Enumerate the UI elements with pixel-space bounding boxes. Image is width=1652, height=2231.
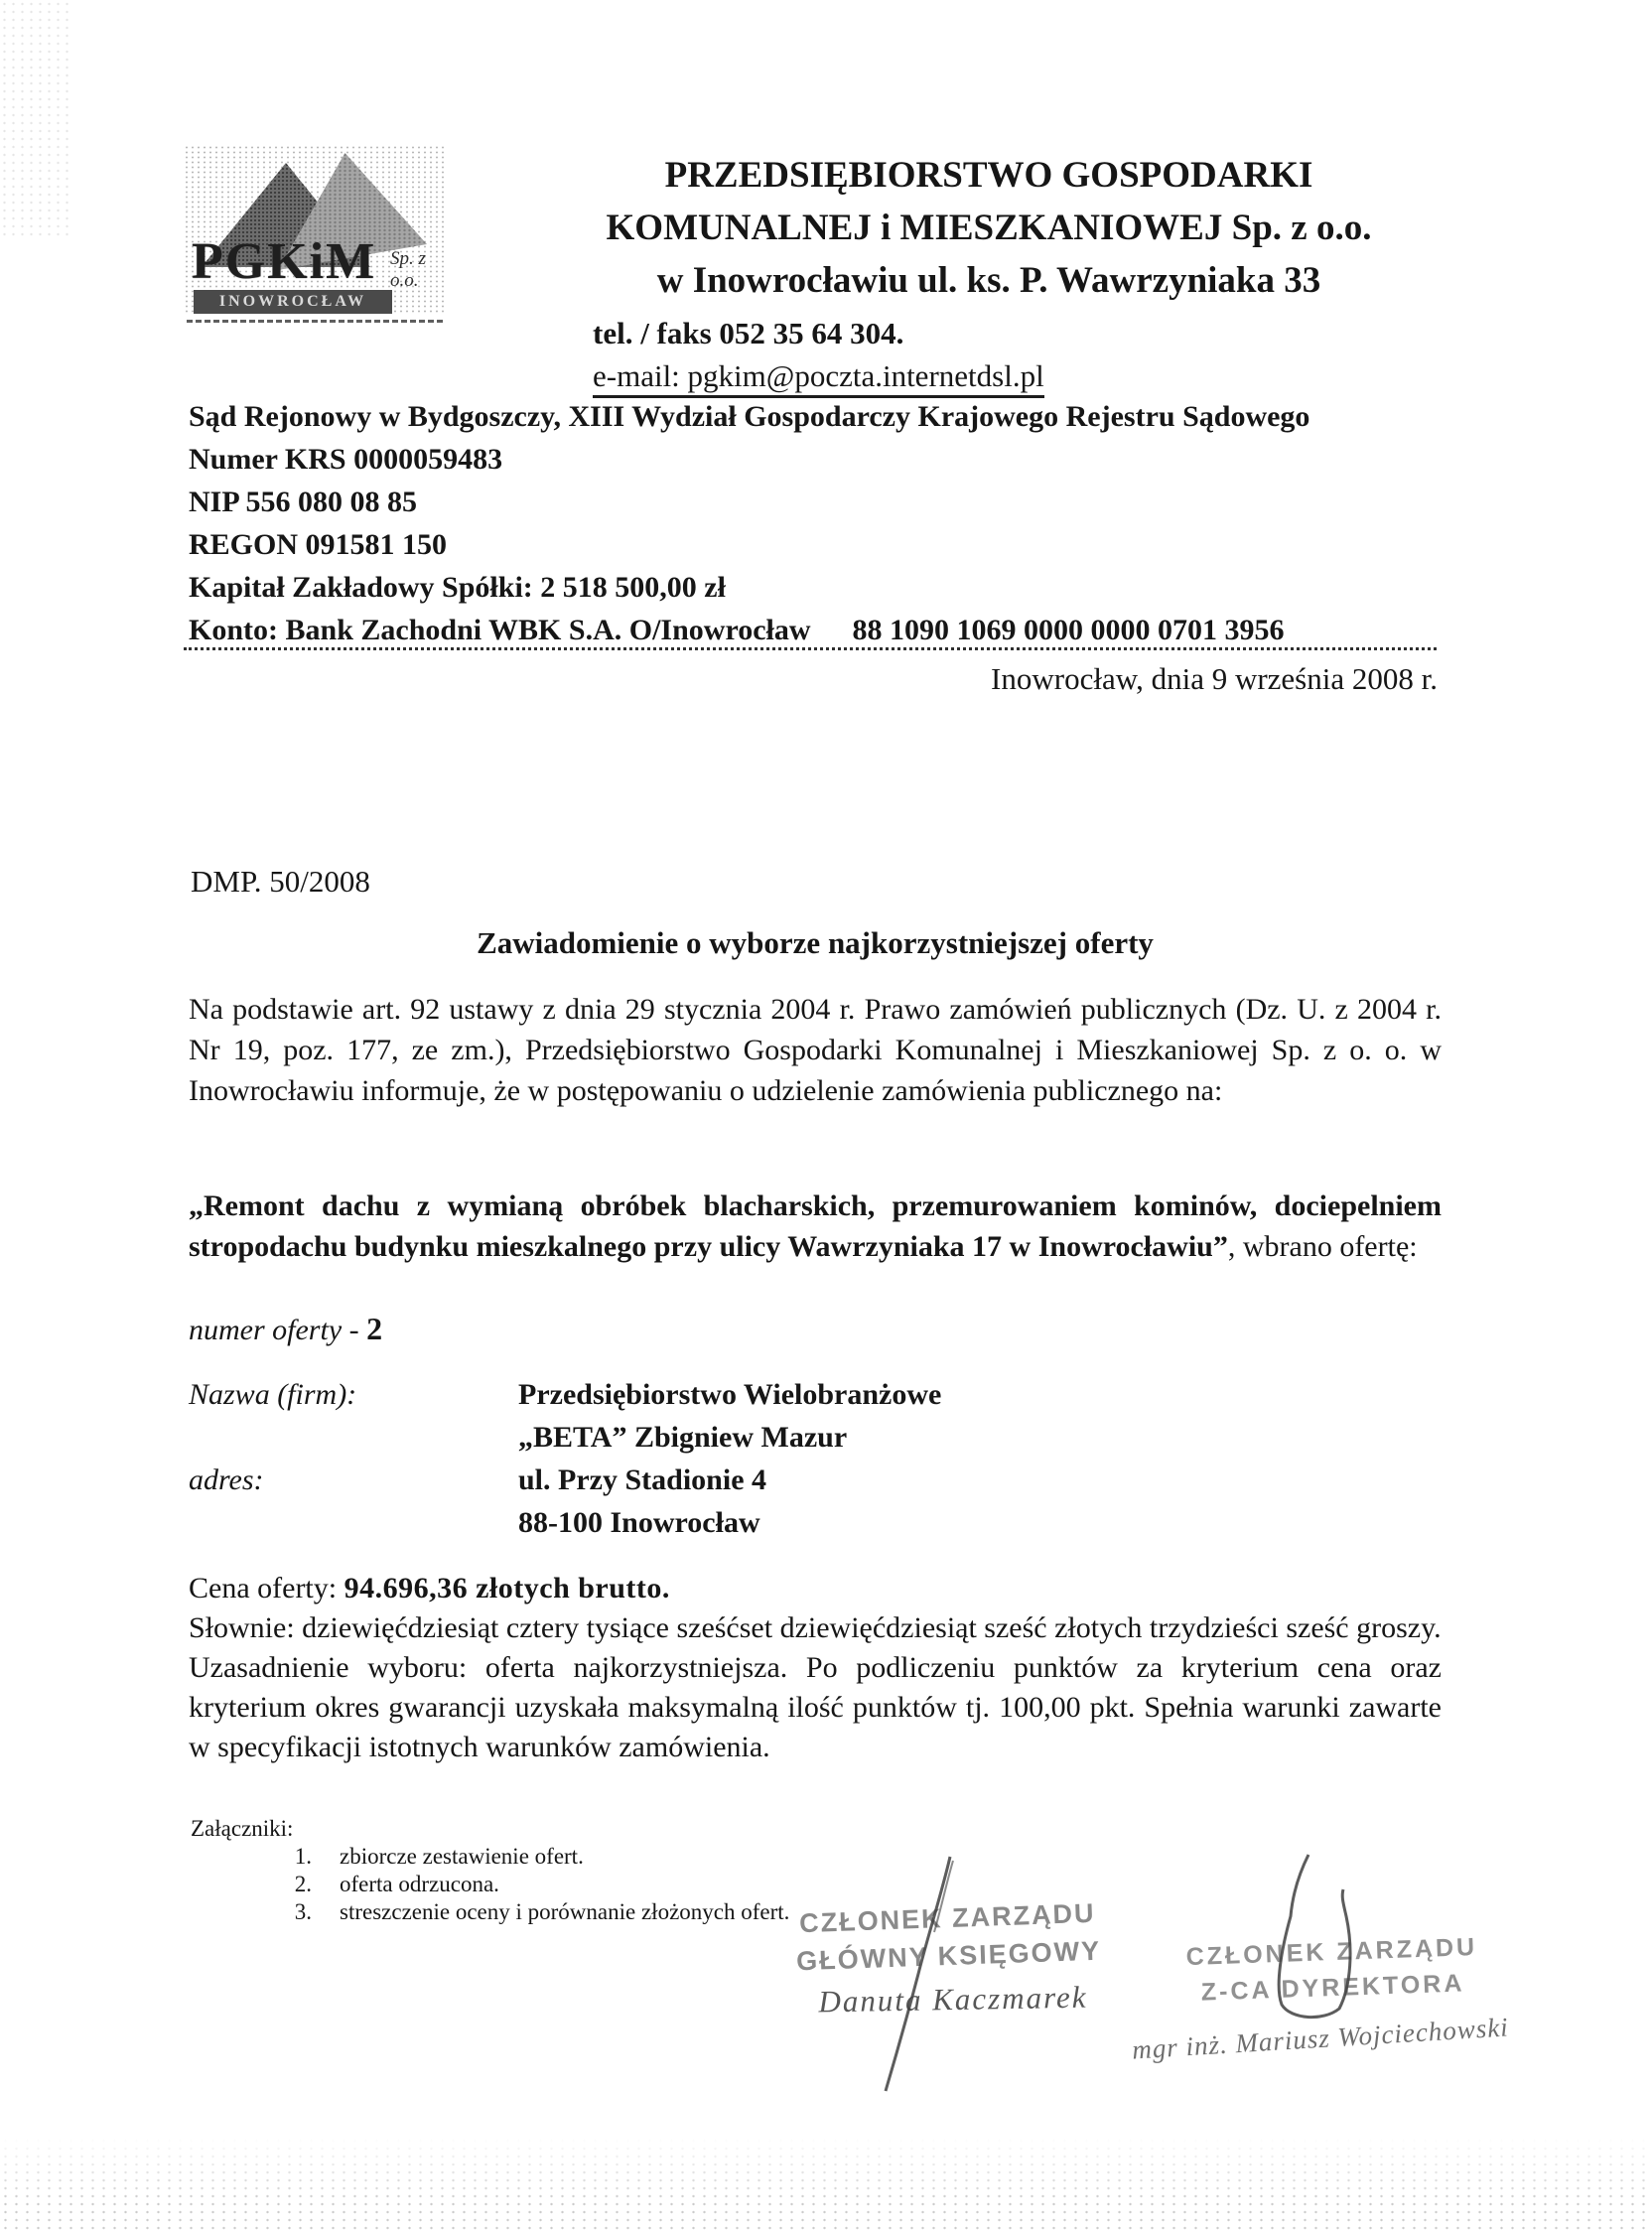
attachments-block — [191, 1815, 789, 1926]
stamp-left-line2: GŁÓWNY KSIĘGOWY — [795, 1935, 1102, 1977]
selection-justification: Uzasadnienie wyboru: oferta najkorzystniejsza. Po podliczeniu punktów za kryterium cena oraz kryterium okres gwarancji uzyskała maksymalną ilość punktów tj. 100,00 pkt. Spełnia warunki zawarte w specyfikacji istotnych warunków zamówienia. — [189, 1651, 1442, 1763]
winner-block — [189, 1373, 1281, 1544]
attachment-text: streszczenie oceny i porównanie złożonych ofert. — [340, 1899, 790, 1924]
winner-address-line2: 88-100 Inowrocław — [518, 1506, 760, 1539]
stamp-left — [783, 1893, 1113, 1980]
registry-block — [189, 395, 1449, 651]
winner-address-spacer — [189, 1501, 518, 1544]
company-name-line: PRZEDSIĘBIORSTWO GOSPODARKI — [664, 155, 1313, 196]
attachment-text: oferta odrzucona. — [340, 1872, 499, 1896]
stamp-right-line2: Z-CA DYREKTORA — [1200, 1969, 1465, 2007]
logo-acronym: PGKiM — [192, 233, 377, 290]
winner-address-line1: ul. Przy Stadionie 4 — [518, 1464, 767, 1496]
registry-line: Numer KRS 0000059483 — [189, 443, 503, 476]
company-name-line: KOMUNALNEJ i MIESZKANIOWEJ Sp. z o.o. — [606, 208, 1372, 248]
winner-name-line1: Przedsiębiorstwo Wielobranżowe — [518, 1378, 942, 1411]
price-in-words: Słownie: dziewięćdziesiąt cztery tysiące sześćset dziewięćdziesiąt sześć złotych trzydzieści sześć groszy. — [189, 1611, 1442, 1644]
account-line — [189, 609, 1449, 651]
attachment-text: zbiorcze zestawienie ofert. — [340, 1844, 584, 1869]
intro-paragraph: Na podstawie art. 92 ustawy z dnia 29 stycznia 2004 r. Prawo zamówień publicznych (Dz. U. z 2004 r. Nr 19, poz. 177, ze zm.), Przedsiębiorstwo Gospodarki Komunalnej i Mieszkaniowej Sp. z o. o. w Inowrocławiu informuje, że w postępowaniu o udzielenie zamówienia publicznego na: — [189, 993, 1442, 1107]
stamp-right — [1172, 1928, 1492, 2011]
scan-noise — [0, 2137, 1652, 2231]
offer-number-value: 2 — [366, 1311, 383, 1346]
winner-name-label: Nazwa (firm): — [189, 1378, 357, 1411]
registry-line: Sąd Rejonowy w Bydgoszczy, XIII Wydział Gospodarczy Krajowego Rejestru Sądowego — [189, 400, 1310, 433]
account-number: 88 1090 1069 0000 0000 0701 3956 — [852, 614, 1285, 646]
scan-noise — [0, 0, 69, 238]
offer-price-line — [189, 1569, 1442, 1608]
logo-city-band: INOWROCŁAW — [194, 290, 392, 314]
attachment-number: 2. — [294, 1872, 312, 1896]
attachment-item — [191, 1898, 789, 1926]
attachment-number: 3. — [294, 1899, 312, 1924]
registry-line: Kapitał Zakładowy Spółki: 2 518 500,00 zł — [189, 571, 726, 604]
stamp-left-line1: CZŁONEK ZARZĄDU — [798, 1897, 1097, 1939]
price-value: 94.696,36 złotych brutto. — [344, 1572, 670, 1604]
attachments-label: Załączniki: — [191, 1816, 294, 1841]
contract-subject-bold: „Remont dachu z wymianą obróbek blacharskich, przemurowaniem kominów, dociepelniem stropodachu budynku mieszkalnego przy ulicy Wawrzyniaka 17 w Inowrocławiu” — [189, 1189, 1442, 1263]
contract-subject-tail: , wbrano ofertę: — [1227, 1230, 1418, 1263]
logo-suffix: Sp. z o.o. — [390, 248, 426, 291]
account-label: Konto: Bank Zachodni WBK S.A. O/Inowrocław — [189, 614, 811, 646]
document-title: Zawiadomienie o wyborze najkorzystniejszej oferty — [477, 925, 1154, 960]
letterhead — [536, 149, 1442, 398]
registry-line: REGON 091581 150 — [189, 528, 448, 561]
contract-subject-paragraph — [189, 1185, 1442, 1267]
attachment-number: 1. — [294, 1844, 312, 1869]
handwritten-signature-right: mgr inż. Mariusz Wojciechowski — [1131, 2012, 1510, 2065]
registry-line: NIP 556 080 08 85 — [189, 486, 418, 518]
company-name-line: w Inowrocławiu ul. ks. P. Wawrzyniaka 33 — [656, 260, 1321, 301]
winner-address-label: adres: — [189, 1464, 264, 1496]
price-label: Cena oferty: — [189, 1572, 344, 1604]
email-line: e-mail: pgkim@poczta.internetdsl.pl — [593, 358, 1044, 398]
offer-number-label: numer oferty - — [189, 1314, 367, 1346]
attachment-item — [191, 1843, 789, 1871]
offer-number-line — [189, 1311, 382, 1347]
handwritten-signature-left: Danuta Kaczmarek — [818, 1979, 1088, 2020]
dotted-divider — [184, 647, 1437, 650]
winner-name-line2: „BETA” Zbigniew Mazur — [518, 1421, 848, 1454]
pgkim-logo — [184, 145, 444, 314]
winner-name-spacer — [189, 1416, 518, 1459]
price-block — [189, 1569, 1442, 1767]
reference-number: DMP. 50/2008 — [191, 864, 370, 899]
date-line: Inowrocław, dnia 9 września 2008 r. — [991, 661, 1438, 696]
tel-fax-line: tel. / faks 052 35 64 304. — [593, 316, 904, 350]
logo-underline — [187, 320, 443, 323]
stamp-right-line1: CZŁONEK ZARZĄDU — [1185, 1932, 1478, 1972]
attachment-item — [191, 1871, 789, 1898]
